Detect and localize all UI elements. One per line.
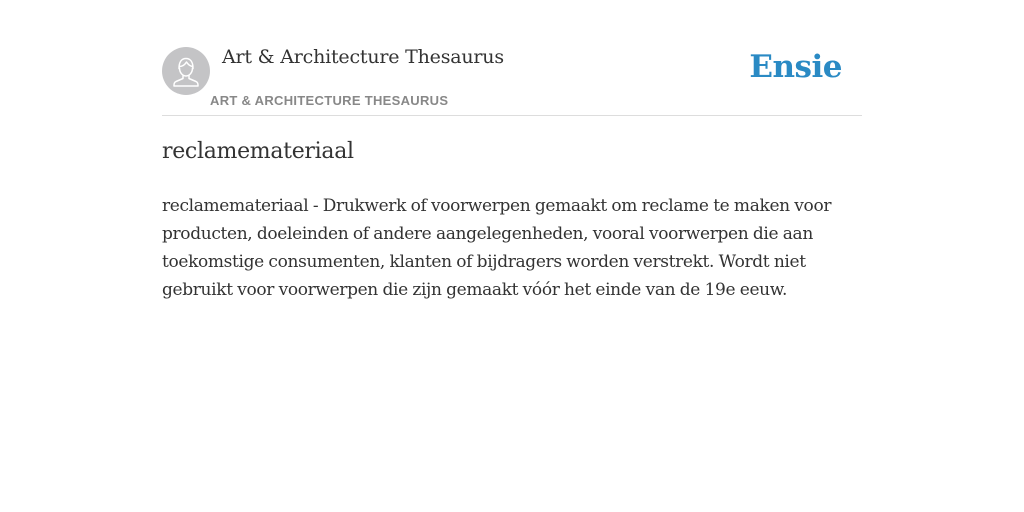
user-icon bbox=[162, 47, 210, 95]
header bbox=[162, 46, 862, 116]
entry-definition: reclamemateriaal - Drukwerk of voorwerpen gemaakt om reclame te maken voor producten, doeleinden of andere aangelegenheden, vooral voorwerpen die aan toekomstige consumenten, klanten of bijdragers worden verstrekt. Wordt niet gebruikt voor voorwerpen die zijn gemaakt vóór het einde van de 19e eeuw. bbox=[162, 196, 832, 300]
entry-title: reclamemateriaal bbox=[162, 139, 354, 164]
brand-logo[interactable]: Ensie bbox=[749, 49, 842, 85]
author-subtitle: ART & ARCHITECTURE THESAURUS bbox=[210, 93, 449, 108]
author-name[interactable]: Art & Architecture Thesaurus bbox=[222, 46, 504, 68]
avatar[interactable] bbox=[162, 47, 210, 95]
